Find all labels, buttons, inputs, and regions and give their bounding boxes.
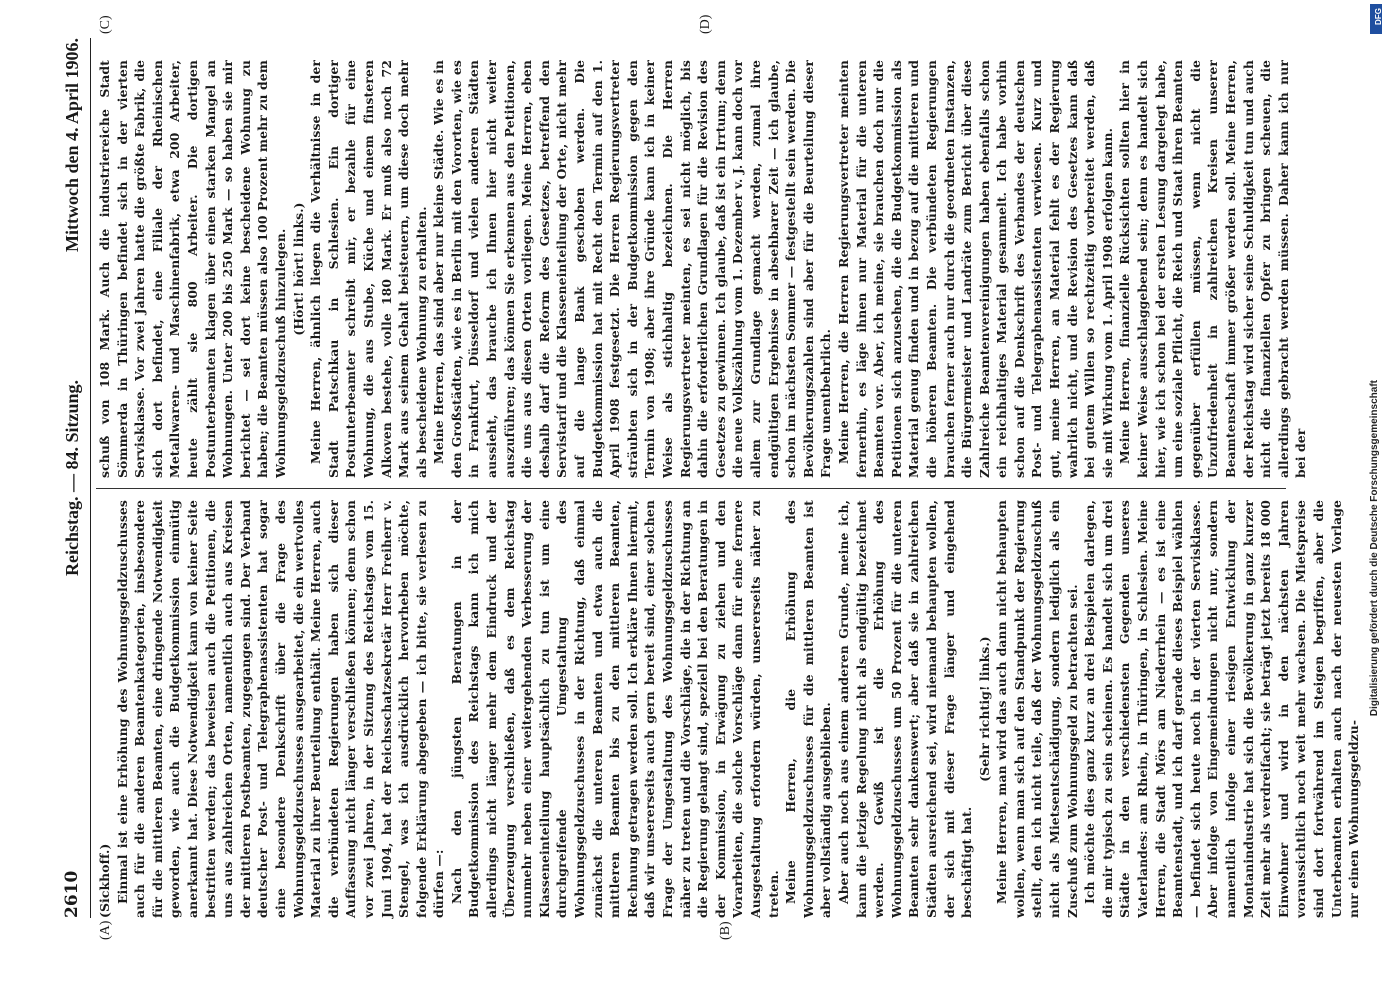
interjection: (Hört! hört! links.): [290, 202, 306, 336]
digitization-credit: [1367, 40, 1381, 717]
paragraph: Aber auch noch aus einem anderen Grunde, meine ich, kann die jetzige Regelung nicht als endgültig bezeichnet werden. Gewiß ist die Erhöhung des Wohnungsgeldzuschusses um 50 Prozent für die unteren Beamten sehr dankenswert; aber daß sie in zahlreichen Städten ausreichend sei, wird niemand behaupten wollen, der sich mit dieser Frage länger und eingehend beschäftigt hat.: [835, 500, 975, 918]
paragraph: Meine Herren, finanzielle Rücksichten sollten hier in keiner Weise ausschlaggebend sein; denn es handelt sich hier, wie ich schon bei der ersten Lesung dargelegt habe, um eine soziale Pflicht, die Reich und Staat ihren Beamten gegenüber erfüllen müssen, wenn nicht die Unzufriedenheit in zahlreichen Kreisen unserer Beamtenschaft immer größer werden soll. Meine Herren, der Reichstag wird sicher seine Schuldigkeit tun und auch nicht die finanziellen Opfer zu bringen scheuen, die allerdings gebracht werden müssen. Daher kann ich nur bei der: [1117, 60, 1309, 478]
paragraph: Nach den jüngsten Beratungen in der Budgetkommission des Reichstags kann ich mich allerdings nicht länger mehr dem Eindruck und der Überzeugung verschließen, daß es dem Reichstag nunmehr neben einer weitergehenden Verbesserung der Klasseneinteilung hauptsächlich zu tun ist um eine durchgreifende Umgestaltung des Wohnungsgeldzuschusses in der Richtung, daß einmal zunächst die unteren Beamten und etwa auch die mittleren Beamten bis zu den mittleren Beamten, Rechnung getragen werden soll. Ich erkläre Ihnen hiermit, daß wir unsererseits auch gern bereit sind, einer solchen Frage der Umgestaltung des Wohnungsgeldzuschusses näher zu treten und die Vorschläge, die in der Richtung an die Regierung gelangt sind, speziell bei den Beratungen in der Kommission, in Erwägung zu ziehen und den Vorarbeiten, die solche Vorschläge dann für eine fernere Ausgestaltung erfordern würden, unsererseits näher zu treten.: [448, 500, 781, 918]
page-header: [58, 38, 88, 918]
paragraph: Meine Herren, man wird das auch dann nicht behaupten wollen, wenn man sich auf den Standpunkt der Regierung stellt, den ich nicht teile, daß der Wohnungsgeldzuschuß nicht als Mietsentschädigung, sondern lediglich als ein Zuschuß zum Wohnungsgeld zu betrachten sei.: [994, 500, 1080, 918]
paragraph: Meine Herren, die Erhöhung des Wohnungsgeldzuschusses für die mittleren Beamten ist aber vollständig ausgeblieben.: [783, 500, 834, 918]
left-column: [96, 500, 1362, 918]
session-date: Mittwoch den 4. April 1906.: [62, 38, 82, 252]
paragraph: Ich möchte dies ganz kurz an drei Beispielen darlegen, die mir typisch zu sein scheinen. Es handelt sich um drei Städte in den verschiedensten Gegenden unseres Vaterlandes: am Rhein, in Thüringen, in Schlesien. Meine Herren, die Stadt Mörs am Niederrhein — es ist eine Beamtenstadt, und ich darf gerade dieses Beispiel wählen — befindet sich heute noch in der vierten Servisklasse. Aber infolge von Eingemeindungen nicht nur, sondern namentlich infolge einer riesigen Entwicklung der Montanindustrie hat sich die Bevölkerung in ganz kurzer Zeit mehr als verdreifacht; sie beträgt jetzt bereits 18 000 Einwohner und wird in den nächsten Jahren voraussichtlich noch weit mehr wachsen. Die Mietspreise sind dort fortwährend im Steigen begriffen, aber die Unterbeamten erhalten auch nach der neuesten Vorlage nur einen Wohnungsgeldzu-: [1082, 500, 1362, 918]
paragraph: Meine Herren, ähnlich liegen die Verhältnisse in der Stadt Patschkau in Schlesien. Ein dortiger Postunterbeamter schreibt mir, er bezahle für eine Wohnung, die aus Stube, Küche und einem finsteren Alkoven bestehe, volle 180 Mark. Er muß also noch 72 Mark aus seinem Gehalt beisteuern, um diese doch mehr als bescheidene Wohnung zu erhalten.: [308, 60, 429, 478]
paragraph: Meine Herren, die Herren Regierungsvertreter meinten fernerhin, es läge ihnen nur Material für die unteren Beamten vor. Aber, ich meine, sie brauchen doch nur die Petitionen sich anzusehen, die die Budgetkommission als Material genug finden und in bezug auf die mittleren und die höheren Beamten. Die verbündeten Regierungen brauchen ferner auch nur durch die geordneten Instanzen, die Bürgermeister und Landräte zum Bericht über diese Zahlreiche Beamtenvereinigungen haben ebenfalls schon ein reichhaltiges Material gesammelt. Ich habe vorhin schon auf die Denkschrift des Verbandes der deutschen Post- und Telegraphenassistenten verwiesen. Kurz und gut, meine Herren, an Material fehlt es der Regierung wahrlich nicht, und die Revision des Gesetzes kann daß bei gutem Willen so rechtzeitig vorbereitet werden, daß sie mit Wirkung vom 1. April 1908 erfolgen kann.: [835, 60, 1115, 478]
margin-marker-d: (D): [698, 14, 713, 34]
margin-marker-b: (B): [718, 921, 733, 940]
header-rule: [90, 38, 91, 918]
credit-text: Digitalisierung gefördert durch die Deutsche Forschungsgemeinschaft: [1369, 380, 1380, 717]
page-body: [58, 14, 1362, 940]
paragraph: Meine Herren, das sind aber nur kleine Städte. Wie es in den Großstädten, wie es in Berlin mit den Vororten, wie es in Frankfurt, Düsseldorf und vielen anderen Städten aussieht, das brauche ich Ihnen hier nicht weiter auszuführen; das können Sie erkennen aus den Petitionen, die uns aus diesen Orten vorliegen. Meine Herren, eben deshalb darf die Reform des Gesetzes, betreffend den Servistarif und die Klasseneinteilung der Orte, nicht mehr auf die lange Bank geschoben werden. Die Budgetkommission hat mit Recht den Termin auf den 1. April 1908 festgesetzt. Die Herren Regierungsvertreter sträubten sich in der Budgetkommission gegen den Termin von 1908; aber ihre Gründe kann ich in keiner Weise als stichhaltig bezeichnen. Die Herren Regierungsvertreter meinten, es sei nicht möglich, bis dahin die erforderlichen Grundlagen für die Revision des Gesetzes zu gewinnen. Ich glaube, daß ist ein Irrtum; denn die neue Volkszählung vom 1. Dezember v. J. kann doch vor allem zur Grundlage gemacht werden, zumal ihre endgültigen Ergebnisse in absehbarer Zeit — ich glaube, schon im nächsten Sommer — festgestellt sein werden. Die Bevölkerungszahlen sind aber für die Beurteilung dieser Frage unentbehrlich.: [431, 60, 834, 478]
page-number: 2610: [62, 870, 82, 918]
interjection: (Sehr richtig! links.): [976, 636, 992, 782]
paragraph: Einmal ist eine Erhöhung des Wohnungsgeldzuschusses auch für die anderen Beamtenkategorien, insbesondere für die mittleren Beamten, eine dringende Notwendigkeit geworden, wie auch die Budgetkommission einmütig anerkannt hat. Diese Notwendigkeit kann von keiner Seite bestritten werden; das beweisen auch die Petitionen, die uns aus zahlreichen Orten, namentlich auch aus Kreisen der mittleren Postbeamten, zugegangen sind. Der Verband deutscher Post- und Telegraphenassistenten hat sogar eine besondere Denkschrift über die Frage des Wohnungsgeldzuschusses ausgearbeitet, die ein wertvolles Material zu ihrer Beurteilung enthält. Meine Herren, auch die verbündeten Regierungen haben sich dieser Auffassung nicht länger verschließen können; denn schon vor zwei Jahren, in der Sitzung des Reichstags vom 15. Juni 1904, hat der Reichsschatzsekretär Herr Freiherr v. Stengel, was ich ausdrücklich hervorheben möchte, folgende Erklärung abgegeben — ich bitte, sie verlesen zu dürfen —:: [114, 500, 447, 918]
margin-marker-c: (C): [98, 15, 113, 34]
session-title: Reichstag. — 84. Sitzung.: [62, 380, 82, 577]
column-divider: [96, 488, 1286, 489]
right-column: [96, 60, 1309, 478]
paragraph: schuß von 108 Mark. Auch die industriereiche Stadt Sömmerda in Thüringen befindet sich in der vierten Servisklasse. Vor zwei Jahren hatte die größte Fabrik, die sich dort befindet, eine Filiale der Rheinischen Metallwaren- und Maschinenfabrik, etwa 200 Arbeiter, heute zählt sie 800 Arbeiter. Die dortigen Postunterbeamten klagen über einen starken Mangel an Wohnungen. Unter 200 bis 250 Mark — so haben sie mir berichtet — sei dort keine bescheidene Wohnung zu haben; die Beamten müssen also 100 Prozent mehr zu dem Wohnungsgeldzuschuß hinzulegen.: [97, 60, 288, 478]
speaker-label: (Sickhoff.): [97, 843, 112, 918]
dfg-logo: DFG: [1370, 4, 1382, 34]
margin-marker-a: (A): [98, 920, 113, 940]
